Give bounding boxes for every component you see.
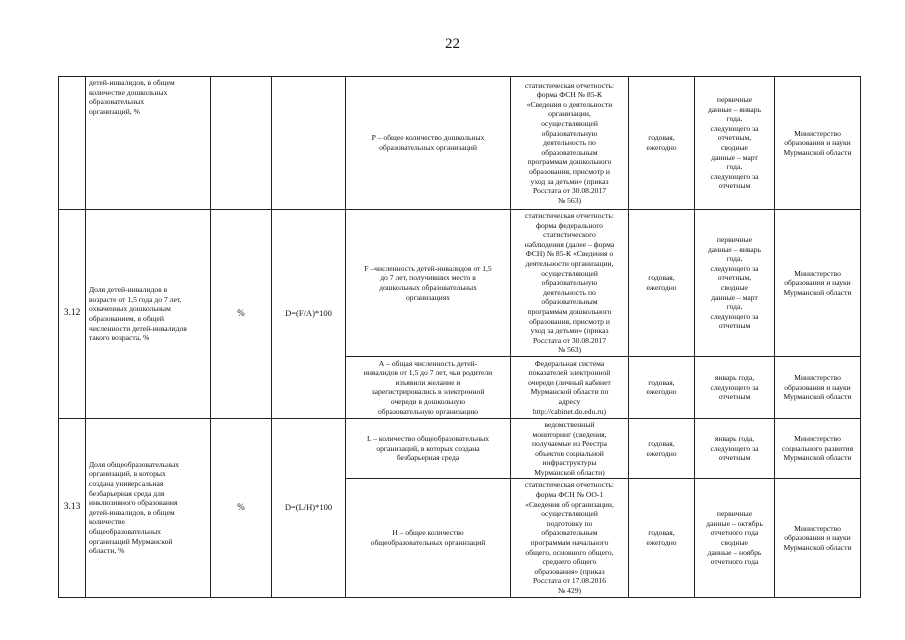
- periodicity-cell: годовая, ежегодно: [629, 418, 695, 479]
- variable-cell: Р – общее количество дошкольных образовательных организаций: [346, 77, 511, 210]
- periodicity-cell: годовая, ежегодно: [629, 356, 695, 418]
- indicator-name-cell: Доля детей-инвалидов в возрасте от 1,5 года до 7 лет, охваченных дошкольным образованием, в общей численности детей-инвалидов такого возраста, %: [86, 210, 211, 419]
- source-cell: статистическая отчетность: форма ФСН № 85-К «Сведения о деятельности организации, осуществляющей образовательную деятельность по образовательным программам дошкольного образования, присмотр и уход за детьми» (приказ Росстата от 30.08.2017 № 563): [511, 77, 629, 210]
- responsible-cell: Министерство образования и науки Мурманской области: [775, 210, 861, 357]
- unit-cell: [211, 77, 272, 210]
- responsible-cell: Министерство социального развития Мурманской области: [775, 418, 861, 479]
- row-number-cell: [59, 77, 86, 210]
- unit-cell: %: [211, 210, 272, 419]
- responsible-cell: Министерство образования и науки Мурманской области: [775, 356, 861, 418]
- dates-cell: первичные данные – январь года, следующего за отчетным, сводные данные – март года, следующего за отчетным: [695, 77, 775, 210]
- dates-cell: первичные данные – январь года, следующего за отчетным, сводные данные – март года, следующего за отчетным: [695, 210, 775, 357]
- responsible-cell: Министерство образования и науки Мурманской области: [775, 77, 861, 210]
- source-cell: статистическая отчетность: форма ФСН № ОО-1 «Сведения об организации, осуществляющей подготовку по образовательным программам начального общего, основного общего, среднего общего образования» (приказ Росстата от 17.08.2016 № 429): [511, 479, 629, 597]
- row-number-cell: 3.13: [59, 418, 86, 597]
- formula-cell: D=(F/A)*100: [272, 210, 346, 419]
- source-cell: ведомственный мониторинг (сведения, получаемые из Реестра объектов социальной инфраструктуры Мурманской области): [511, 418, 629, 479]
- variable-cell: Н – общее количество общеобразовательных организаций: [346, 479, 511, 597]
- table-row: [59, 210, 861, 357]
- formula-cell: D=(L/H)*100: [272, 418, 346, 597]
- source-cell: статистическая отчетность: форма федерального статистического наблюдения (далее – форма ФСН) № 85-К «Сведения о деятельности организации, осуществляющей образовательную деятельность по образовательным программам дошкольного образования, присмотр и уход за детьми» (приказ Росстата от 30.08.2017 № 563): [511, 210, 629, 357]
- periodicity-cell: годовая, ежегодно: [629, 479, 695, 597]
- indicator-name-cell: Доля общеобразовательных организаций, в которых создана универсальная безбарьерная среда для инклюзивного образования детей-инвалидов, в общем количестве общеобразовательных организаций Мурманской области, %: [86, 418, 211, 597]
- variable-cell: L – количество общеобразовательных организаций, в которых создана безбарьерная среда: [346, 418, 511, 479]
- table-row: [59, 418, 861, 479]
- table-row: [59, 77, 861, 210]
- dates-cell: первичные данные – октябрь отчетного года сводные данные – ноябрь отчетного года: [695, 479, 775, 597]
- variable-cell: F –численность детей-инвалидов от 1,5 до 7 лет, получивших место в дошкольных образовательных организациях: [346, 210, 511, 357]
- dates-cell: январь года, следующего за отчетным: [695, 418, 775, 479]
- indicators-table: [58, 76, 861, 598]
- indicator-name-cell: детей-инвалидов, в общем количестве дошкольных образовательных организаций, %: [86, 77, 211, 210]
- source-cell: Федеральная система показателей электронной очереди (личный кабинет Мурманской области по адресу http://cabinet.do.edu.ru): [511, 356, 629, 418]
- variable-cell: А – общая численность детей- инвалидов от 1,5 до 7 лет, чьи родители изъявили желание и зарегистрировались в электронной очереди в дошкольную образовательную организацию: [346, 356, 511, 418]
- page-number: 22: [445, 36, 460, 52]
- responsible-cell: Министерство образования и науки Мурманской области: [775, 479, 861, 597]
- formula-cell: [272, 77, 346, 210]
- row-number-cell: 3.12: [59, 210, 86, 419]
- periodicity-cell: годовая, ежегодно: [629, 77, 695, 210]
- unit-cell: %: [211, 418, 272, 597]
- dates-cell: январь года, следующего за отчетным: [695, 356, 775, 418]
- periodicity-cell: годовая, ежегодно: [629, 210, 695, 357]
